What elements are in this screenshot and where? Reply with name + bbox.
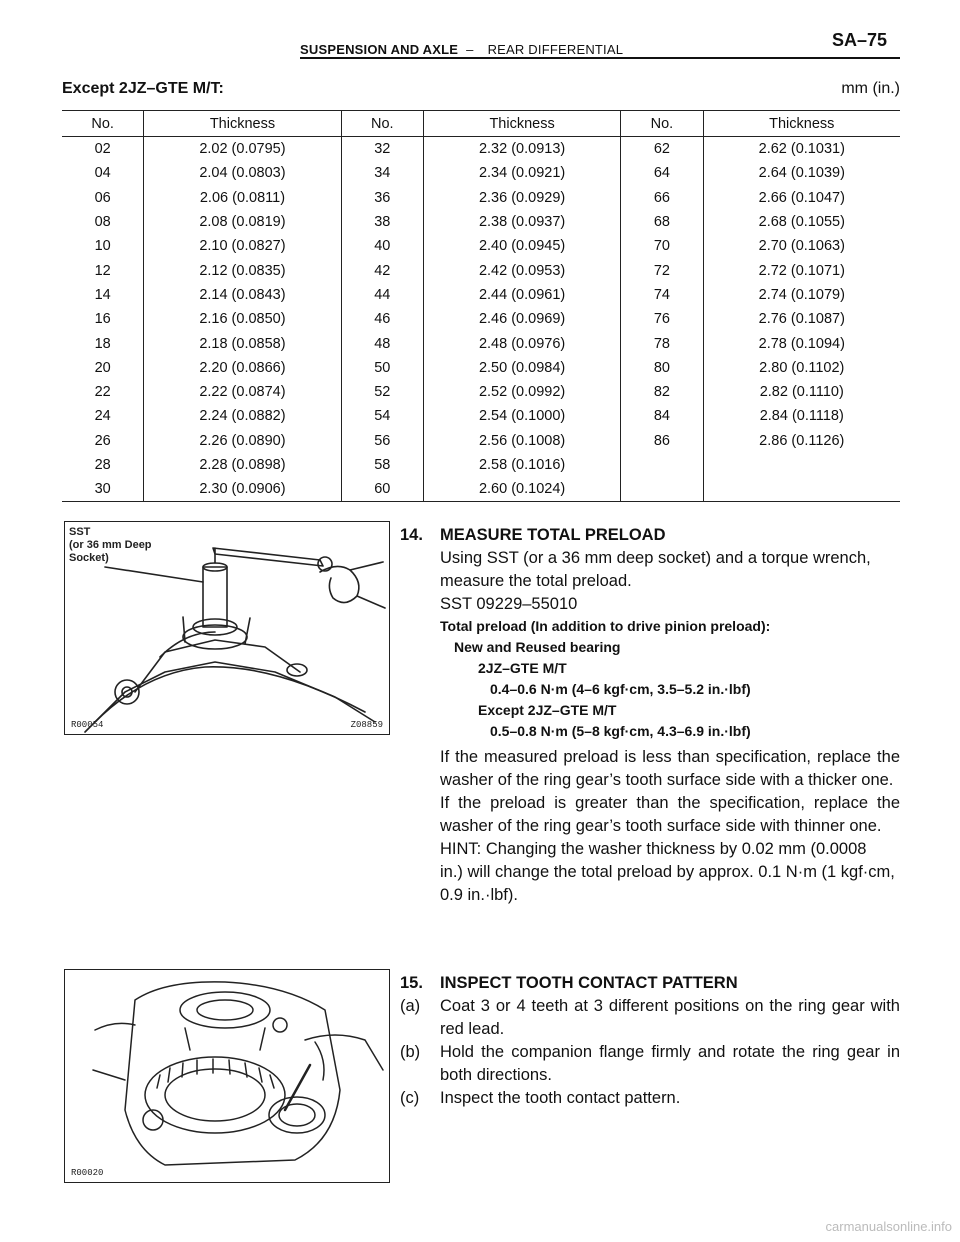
- cell-thickness: 2.38 (0.0937): [423, 210, 620, 234]
- cell-washer-no: 50: [341, 356, 423, 380]
- col-header-thickness: Thickness: [703, 111, 900, 137]
- cell-washer-no: 36: [341, 186, 423, 210]
- tooth-contact-illustration: [65, 970, 389, 1182]
- cell-washer-no: 62: [621, 137, 703, 162]
- sub-step-key: (c): [400, 1089, 420, 1107]
- cell-washer-no: [621, 453, 703, 477]
- cell-washer-no: 10: [94, 238, 111, 255]
- hint-text: in.) will change the total preload by approx. 0.1 N·m (1 kgf·cm,: [440, 863, 895, 881]
- section-title: SUSPENSION AND AXLE: [300, 42, 459, 57]
- cell-washer-no: 60: [341, 477, 423, 502]
- figure-code-right: Z08859: [350, 720, 383, 730]
- header-separator: –: [466, 42, 474, 57]
- cell-washer-no: 82: [621, 380, 703, 404]
- cell-washer-no: 14: [94, 286, 111, 303]
- cell-washer-no: 78: [621, 331, 703, 355]
- cell-thickness: 2.60 (0.1024): [423, 477, 620, 502]
- table-row: [62, 137, 900, 162]
- cell-thickness: 2.34 (0.0921): [423, 161, 620, 185]
- sub-step: [400, 1087, 900, 1110]
- cell-washer-no: 04: [94, 165, 111, 182]
- spec-title: Total preload (In addition to drive pinion preload):: [440, 618, 771, 634]
- table-units: mm (in.): [841, 80, 900, 97]
- cell-washer-no: 66: [621, 186, 703, 210]
- cell-washer-no: 80: [621, 356, 703, 380]
- sub-step-key: (a): [400, 997, 421, 1015]
- cell-washer-no: 44: [341, 283, 423, 307]
- cell-thickness: 2.42 (0.0953): [423, 258, 620, 282]
- cell-thickness: 2.22 (0.0874): [144, 380, 341, 404]
- step-14: [400, 524, 900, 907]
- spec-label: 2JZ–GTE M/T: [478, 660, 567, 676]
- cell-washer-no: 02: [94, 141, 111, 158]
- table-row: [62, 453, 900, 477]
- cell-thickness: 2.48 (0.0976): [423, 331, 620, 355]
- table-row: [62, 380, 900, 404]
- col-header-no: No.: [62, 111, 144, 137]
- cell-thickness: 2.14 (0.0843): [144, 283, 341, 307]
- cell-washer-no: 56: [341, 429, 423, 453]
- step-number: 15.: [400, 974, 423, 992]
- cell-washer-no: 26: [94, 432, 111, 449]
- sub-step: [400, 995, 900, 1041]
- table-row: [62, 429, 900, 453]
- spec-case: New and Reused bearing: [454, 639, 621, 655]
- cell-thickness: 2.82 (0.1110): [703, 380, 900, 404]
- col-header-no: No.: [341, 111, 423, 137]
- table-row: [62, 404, 900, 428]
- cell-thickness: 2.30 (0.0906): [144, 477, 341, 502]
- cell-thickness: 2.44 (0.0961): [423, 283, 620, 307]
- col-header-thickness: Thickness: [423, 111, 620, 137]
- cell-thickness: 2.06 (0.0811): [144, 186, 341, 210]
- spec-value: 0.4–0.6 N·m (4–6 kgf·cm, 3.5–5.2 in.·lbf): [490, 681, 751, 697]
- cell-washer-no: 12: [94, 262, 111, 279]
- cell-thickness: 2.50 (0.0984): [423, 356, 620, 380]
- cell-thickness: 2.76 (0.1087): [703, 307, 900, 331]
- col-header-no: No.: [621, 111, 703, 137]
- step-text: Using SST (or a 36 mm deep socket) and a torque wrench,: [440, 549, 871, 567]
- cell-thickness: 2.84 (0.1118): [703, 404, 900, 428]
- table-row: [62, 258, 900, 282]
- cell-washer-no: 40: [341, 234, 423, 258]
- cell-thickness: 2.12 (0.0835): [144, 258, 341, 282]
- cell-washer-no: 54: [341, 404, 423, 428]
- cell-washer-no: 32: [341, 137, 423, 162]
- sst-number: SST 09229–55010: [440, 595, 578, 613]
- col-header-thickness: Thickness: [144, 111, 341, 137]
- cell-thickness: 2.46 (0.0969): [423, 307, 620, 331]
- cell-washer-no: 64: [621, 161, 703, 185]
- table-row: [62, 283, 900, 307]
- cell-thickness: 2.54 (0.1000): [423, 404, 620, 428]
- table-caption: Except 2JZ–GTE M/T:: [62, 80, 224, 97]
- watermark: carmanualsonline.info: [825, 1219, 952, 1234]
- step-paragraph: If the measured preload is less than specification, replace the washer of the ring gear’s tooth surface side with a thicker one.: [440, 748, 900, 789]
- header-section: [300, 42, 623, 57]
- callout-line: SST: [69, 526, 91, 538]
- cell-thickness: 2.28 (0.0898): [144, 453, 341, 477]
- cell-thickness: 2.64 (0.1039): [703, 161, 900, 185]
- sub-step: [400, 1041, 900, 1087]
- callout-line: (or 36 mm Deep: [69, 539, 152, 551]
- spec-value: 0.5–0.8 N·m (5–8 kgf·cm, 4.3–6.9 in.·lbf): [490, 723, 751, 739]
- cell-thickness: 2.80 (0.1102): [703, 356, 900, 380]
- figure-tooth-contact: [64, 969, 390, 1183]
- cell-thickness: [703, 453, 900, 477]
- cell-washer-no: 84: [621, 404, 703, 428]
- cell-washer-no: 86: [621, 429, 703, 453]
- cell-washer-no: 16: [94, 311, 111, 328]
- cell-washer-no: 18: [94, 335, 111, 352]
- cell-thickness: 2.70 (0.1063): [703, 234, 900, 258]
- figure-callout: [69, 526, 152, 565]
- cell-thickness: 2.58 (0.1016): [423, 453, 620, 477]
- table-header-row: [62, 111, 900, 137]
- callout-line: Socket): [69, 552, 109, 564]
- figure-code-left: R00054: [71, 720, 104, 730]
- cell-washer-no: 58: [341, 453, 423, 477]
- table-row: [62, 161, 900, 185]
- subsection-title: REAR DIFFERENTIAL: [487, 42, 624, 57]
- table-row: [62, 210, 900, 234]
- cell-thickness: 2.36 (0.0929): [423, 186, 620, 210]
- cell-washer-no: 46: [341, 307, 423, 331]
- page-header: [0, 0, 960, 60]
- cell-washer-no: 76: [621, 307, 703, 331]
- cell-thickness: 2.68 (0.1055): [703, 210, 900, 234]
- cell-thickness: 2.86 (0.1126): [703, 429, 900, 453]
- cell-thickness: 2.16 (0.0850): [144, 307, 341, 331]
- cell-thickness: 2.04 (0.0803): [144, 161, 341, 185]
- hint-text: HINT: Changing the washer thickness by 0.02 mm (0.0008: [440, 840, 867, 858]
- cell-thickness: 2.24 (0.0882): [144, 404, 341, 428]
- cell-thickness: 2.08 (0.0819): [144, 210, 341, 234]
- cell-thickness: 2.72 (0.1071): [703, 258, 900, 282]
- cell-washer-no: 22: [94, 384, 111, 401]
- cell-washer-no: 08: [94, 214, 111, 231]
- cell-washer-no: 70: [621, 234, 703, 258]
- table-row: [62, 356, 900, 380]
- cell-washer-no: 68: [621, 210, 703, 234]
- spec-label: Except 2JZ–GTE M/T: [478, 702, 617, 718]
- cell-washer-no: 28: [94, 457, 111, 473]
- cell-thickness: 2.02 (0.0795): [144, 137, 341, 162]
- cell-washer-no: 72: [621, 258, 703, 282]
- step-title: INSPECT TOOTH CONTACT PATTERN: [440, 974, 738, 992]
- sub-step-text: Inspect the tooth contact pattern.: [440, 1089, 681, 1107]
- sub-step-key: (b): [400, 1043, 421, 1061]
- cell-thickness: 2.52 (0.0992): [423, 380, 620, 404]
- cell-thickness: 2.56 (0.1008): [423, 429, 620, 453]
- cell-washer-no: 30: [62, 477, 144, 502]
- page-number: SA–75: [832, 30, 888, 50]
- table-row: [62, 477, 900, 502]
- cell-thickness: 2.20 (0.0866): [144, 356, 341, 380]
- table-body: [62, 137, 900, 502]
- header-rule: [300, 57, 900, 59]
- step-15-items: [400, 995, 900, 1110]
- sub-step-text: Coat 3 or 4 teeth at 3 different positions on the ring gear with red lead.: [440, 997, 900, 1038]
- cell-washer-no: 48: [341, 331, 423, 355]
- step-number: 14.: [400, 526, 423, 544]
- cell-washer-no: [621, 477, 703, 502]
- cell-thickness: 2.40 (0.0945): [423, 234, 620, 258]
- cell-thickness: 2.26 (0.0890): [144, 429, 341, 453]
- cell-thickness: 2.66 (0.1047): [703, 186, 900, 210]
- sub-step-text: Hold the companion flange firmly and rotate the ring gear in both directions.: [440, 1043, 900, 1084]
- table-row: [62, 331, 900, 355]
- figure-code-left: R00020: [71, 1168, 104, 1178]
- step-title: MEASURE TOTAL PRELOAD: [440, 526, 666, 544]
- cell-washer-no: 34: [341, 161, 423, 185]
- cell-washer-no: 20: [94, 359, 111, 376]
- cell-thickness: 2.10 (0.0827): [144, 234, 341, 258]
- cell-thickness: 2.74 (0.1079): [703, 283, 900, 307]
- cell-washer-no: 42: [341, 258, 423, 282]
- cell-washer-no: 74: [621, 283, 703, 307]
- table-row: [62, 186, 900, 210]
- step-paragraph: If the preload is greater than the specification, replace the washer of the ring gear’s tooth surface side with thinner one.: [440, 794, 900, 835]
- cell-washer-no: 38: [341, 210, 423, 234]
- cell-washer-no: 24: [94, 408, 111, 425]
- figure-total-preload: [64, 521, 390, 735]
- cell-washer-no: 06: [94, 189, 111, 206]
- cell-thickness: [703, 477, 900, 502]
- washer-thickness-table: [62, 110, 900, 502]
- cell-thickness: 2.18 (0.0858): [144, 331, 341, 355]
- table-row: [62, 234, 900, 258]
- table-row: [62, 307, 900, 331]
- hint-text: 0.9 in.·lbf).: [440, 886, 518, 904]
- cell-thickness: 2.78 (0.1094): [703, 331, 900, 355]
- step-15: [400, 972, 900, 1110]
- cell-thickness: 2.32 (0.0913): [423, 137, 620, 162]
- step-text: measure the total preload.: [440, 572, 632, 590]
- cell-washer-no: 52: [341, 380, 423, 404]
- cell-thickness: 2.62 (0.1031): [703, 137, 900, 162]
